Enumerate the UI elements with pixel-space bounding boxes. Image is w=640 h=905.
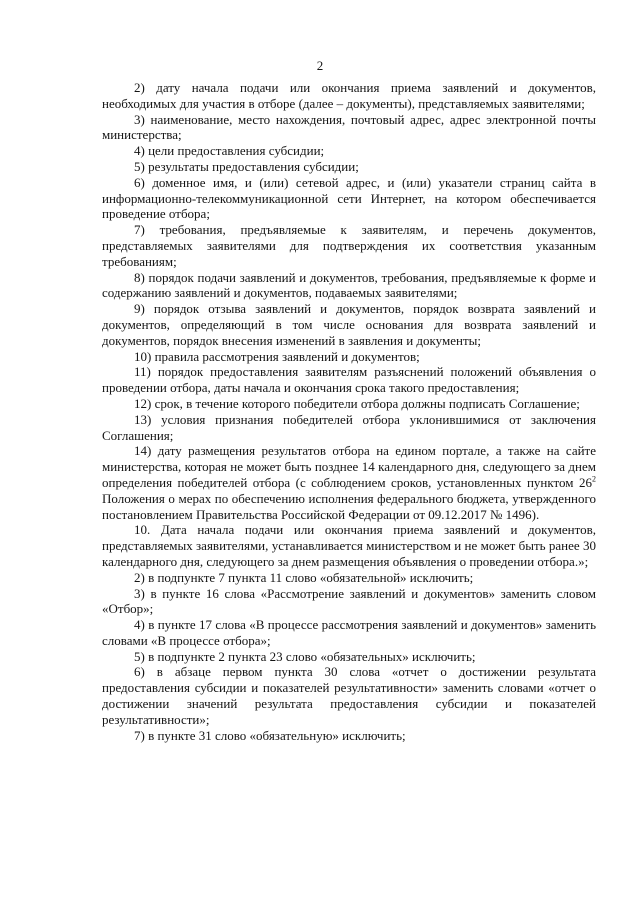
paragraph: 6) доменное имя, и (или) сетевой адрес, и (или) указатели страниц сайта в информационно-телекоммуникационной сети Интернет, на котором обеспечивается проведение отбора;: [102, 174, 596, 222]
paragraph: 4) в пункте 17 слова «В процессе рассмотрения заявлений и документов» заменить словами «В процессе отбора»;: [102, 617, 596, 648]
paragraph: 3) в пункте 16 слова «Рассмотрение заявлений и документов» заменить словом «Отбор»;: [102, 585, 596, 617]
paragraph: 9) порядок отзыва заявлений и документов, порядок возврата заявлений и документов, определяющий в том числе основания для возврата заявлений и документов, порядок внесения изменений в заявления и документы;: [102, 301, 596, 348]
paragraph-14-text: 14) дату размещения результатов отбора на едином портале, а также на сайте министерства, которая не может быть позднее 14 календарного дня, следующего за днем определения победителей отбора (с соблюдением сроков, установленных пунктом 26: [102, 443, 596, 490]
paragraph: 3) наименование, место нахождения, почтовый адрес, адрес электронной почты министерства;: [102, 111, 596, 143]
paragraph: 10. Дата начала подачи или окончания приема заявлений и документов, представляемых заявителями, устанавливается министерством и не может быть ранее 30 календарного дня, следующего за днем размещения объявления о проведении отбора.»;: [102, 522, 596, 569]
superscript: 2: [592, 474, 596, 484]
paragraph: 6) в абзаце первом пункта 30 слова «отчет о достижении результата предоставления субсидии и показателей результативности» заменить словами «отчет о достижении значений результата предоставления субсидии и показателей результативности»;: [102, 664, 596, 727]
paragraph: 7) в пункте 31 слово «обязательную» исключить;: [134, 727, 406, 743]
document-body: [102, 80, 596, 743]
paragraph: 4) цели предоставления субсидии;: [134, 143, 325, 159]
paragraph: 12) срок, в течение которого победители отбора должны подписать Соглашение;: [134, 395, 580, 411]
paragraph: 2) в подпункте 7 пункта 11 слово «обязательной» исключить;: [134, 569, 474, 585]
paragraph: 5) результаты предоставления субсидии;: [134, 158, 359, 174]
page-number: 2: [316, 58, 324, 73]
paragraph: 8) порядок подачи заявлений и документов, требования, предъявляемые к форме и содержанию заявлений и документов, подаваемых заявителями;: [102, 269, 596, 301]
paragraph-14-text-cont: Положения о мерах по обеспечению исполнения федерального бюджета, утвержденного постановлением Правительства Российской Федерации от 09.12.2017 № 1496).: [102, 490, 596, 522]
paragraph: 5) в подпункте 2 пункта 23 слово «обязательных» исключить;: [134, 648, 476, 664]
paragraph: 11) порядок предоставления заявителям разъяснений положений объявления о проведении отбора, даты начала и окончания срока такого предоставления;: [102, 364, 596, 396]
paragraph: 10) правила рассмотрения заявлений и документов;: [134, 348, 420, 364]
paragraph: 13) условия признания победителей отбора уклонившимися от заключения Соглашения;: [102, 411, 596, 443]
paragraph: 2) дату начала подачи или окончания приема заявлений и документов, необходимых для участия в отборе (далее – документы), представляемых заявителями;: [102, 80, 596, 111]
paragraph-14: [102, 443, 596, 522]
paragraph: 7) требования, предъявляемые к заявителям, и перечень документов, представляемых заявителями для подтверждения их соответствия указанным требованиям;: [102, 222, 596, 269]
